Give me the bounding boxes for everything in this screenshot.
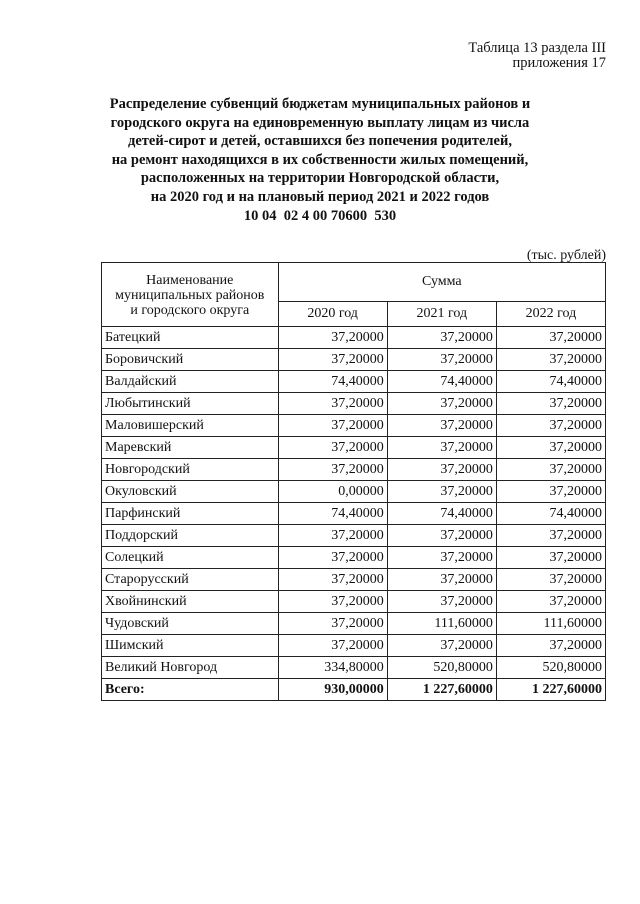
value-2022: 37,20000 — [496, 437, 605, 459]
value-2022: 37,20000 — [496, 459, 605, 481]
table-row — [102, 503, 606, 525]
row-name: Окуловский — [102, 481, 279, 503]
name-header-line: Наименование — [146, 273, 234, 288]
value-2022: 37,20000 — [496, 415, 605, 437]
value-2021: 37,20000 — [387, 437, 496, 459]
table-row — [102, 437, 606, 459]
value-2021: 37,20000 — [387, 591, 496, 613]
value-2020: 74,40000 — [278, 503, 387, 525]
table-row — [102, 371, 606, 393]
table-row — [102, 481, 606, 503]
total-2022: 1 227,60000 — [496, 679, 605, 701]
total-label: Всего: — [102, 679, 279, 701]
row-name: Старорусский — [102, 569, 279, 591]
row-name: Поддорский — [102, 525, 279, 547]
table-row — [102, 459, 606, 481]
units-label: (тыс. рублей) — [526, 248, 606, 263]
title-line: расположенных на территории Новгородской области, — [140, 170, 500, 186]
value-2022: 37,20000 — [496, 349, 605, 371]
row-name: Боровичский — [102, 349, 279, 371]
value-2020: 37,20000 — [278, 591, 387, 613]
value-2021: 520,80000 — [387, 657, 496, 679]
row-name: Новгородский — [102, 459, 279, 481]
row-name: Шимский — [102, 635, 279, 657]
row-name: Парфинский — [102, 503, 279, 525]
table-row — [102, 327, 606, 349]
value-2022: 37,20000 — [496, 591, 605, 613]
value-2020: 37,20000 — [278, 569, 387, 591]
value-2022: 37,20000 — [496, 327, 605, 349]
value-2020: 37,20000 — [278, 437, 387, 459]
value-2020: 37,20000 — [278, 525, 387, 547]
value-2021: 111,60000 — [387, 613, 496, 635]
row-name: Любытинский — [102, 393, 279, 415]
value-2022: 74,40000 — [496, 371, 605, 393]
table-row — [102, 547, 606, 569]
total-2021: 1 227,60000 — [387, 679, 496, 701]
value-2021: 37,20000 — [387, 415, 496, 437]
budget-code: 10 04 02 4 00 70600 530 — [243, 208, 397, 224]
title-line: на ремонт находящихся в их собственности жилых помещений, — [111, 151, 529, 168]
value-2022: 37,20000 — [496, 569, 605, 591]
document-title — [40, 95, 600, 206]
name-header-line: и городского округа — [130, 303, 250, 318]
table-row — [102, 525, 606, 547]
row-name: Батецкий — [102, 327, 279, 349]
value-2020: 74,40000 — [278, 371, 387, 393]
table-row — [102, 591, 606, 613]
title-line: городского округа на единовременную выплату лицам из числа — [110, 114, 530, 131]
value-2022: 37,20000 — [496, 481, 605, 503]
value-2022: 37,20000 — [496, 547, 605, 569]
row-name: Солецкий — [102, 547, 279, 569]
column-header-sum: Сумма — [278, 263, 605, 302]
value-2022: 520,80000 — [496, 657, 605, 679]
value-2021: 37,20000 — [387, 459, 496, 481]
table-row — [102, 415, 606, 437]
column-header-name — [102, 263, 279, 327]
title-line: Распределение субвенций бюджетам муниципальных районов и — [109, 96, 531, 112]
value-2020: 37,20000 — [278, 415, 387, 437]
table-reference — [468, 41, 606, 71]
value-2021: 37,20000 — [387, 327, 496, 349]
table-row — [102, 349, 606, 371]
table-row — [102, 657, 606, 679]
value-2020: 37,20000 — [278, 547, 387, 569]
table-row — [102, 613, 606, 635]
value-2021: 37,20000 — [387, 481, 496, 503]
title-line: на 2020 год и на плановый период 2021 и 2022 годов — [150, 188, 490, 205]
value-2021: 37,20000 — [387, 525, 496, 547]
row-name: Валдайский — [102, 371, 279, 393]
table-row — [102, 635, 606, 657]
column-header-2022: 2022 год — [496, 302, 605, 327]
value-2020: 334,80000 — [278, 657, 387, 679]
row-name: Чудовский — [102, 613, 279, 635]
row-name: Великий Новгород — [102, 657, 279, 679]
column-header-2021: 2021 год — [387, 302, 496, 327]
value-2020: 37,20000 — [278, 635, 387, 657]
value-2022: 37,20000 — [496, 635, 605, 657]
value-2021: 37,20000 — [387, 393, 496, 415]
name-header-line: муниципальных районов — [115, 288, 265, 303]
value-2021: 37,20000 — [387, 349, 496, 371]
column-header-2020: 2020 год — [278, 302, 387, 327]
value-2021: 37,20000 — [387, 547, 496, 569]
value-2021: 37,20000 — [387, 635, 496, 657]
value-2022: 37,20000 — [496, 393, 605, 415]
title-line: детей-сирот и детей, оставшихся без попечения родителей, — [128, 133, 512, 149]
table-reference-line2: приложения 17 — [512, 55, 606, 71]
value-2020: 37,20000 — [278, 393, 387, 415]
value-2020: 37,20000 — [278, 349, 387, 371]
subvention-table — [101, 262, 606, 701]
value-2020: 37,20000 — [278, 459, 387, 481]
total-2020: 930,00000 — [278, 679, 387, 701]
table-reference-line1: Таблица 13 раздела III — [468, 40, 606, 56]
table-row — [102, 569, 606, 591]
value-2020: 37,20000 — [278, 327, 387, 349]
total-row — [102, 679, 606, 701]
row-name: Маловишерский — [102, 415, 279, 437]
value-2022: 74,40000 — [496, 503, 605, 525]
value-2020: 0,00000 — [278, 481, 387, 503]
value-2021: 74,40000 — [387, 503, 496, 525]
value-2022: 111,60000 — [496, 613, 605, 635]
row-name: Хвойнинский — [102, 591, 279, 613]
row-name: Маревский — [102, 437, 279, 459]
value-2022: 37,20000 — [496, 525, 605, 547]
value-2021: 74,40000 — [387, 371, 496, 393]
value-2020: 37,20000 — [278, 613, 387, 635]
value-2021: 37,20000 — [387, 569, 496, 591]
table-row — [102, 393, 606, 415]
